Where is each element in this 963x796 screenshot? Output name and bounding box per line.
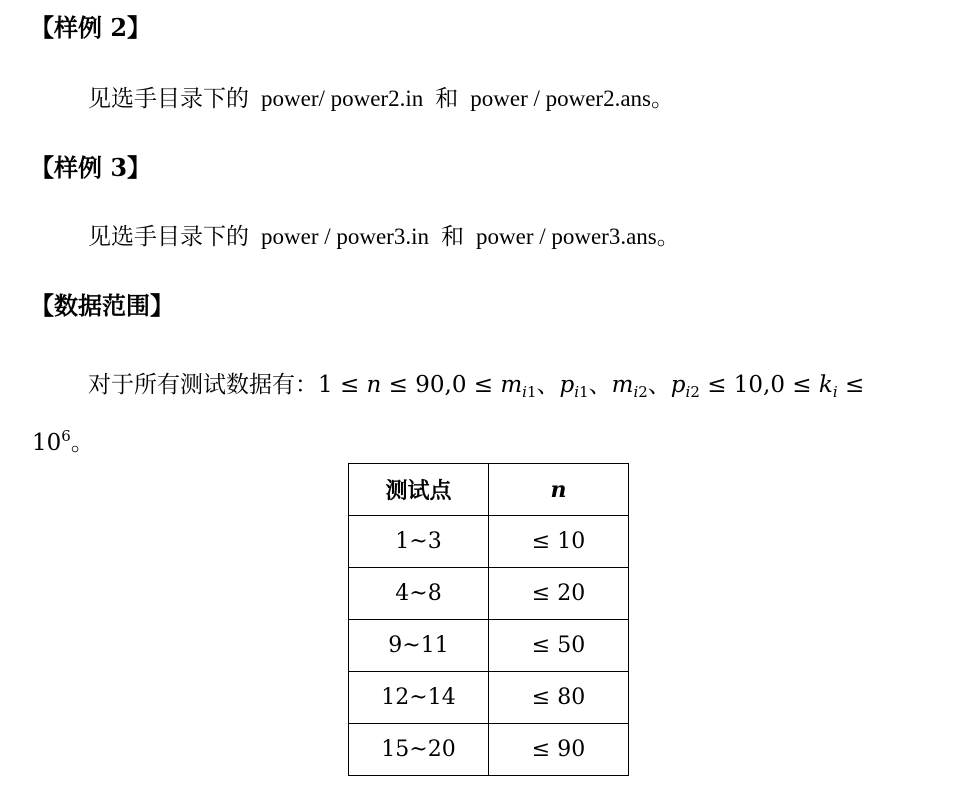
test-range-table <box>348 463 629 776</box>
sample-3-heading: 【样例 3】 <box>30 153 152 182</box>
sample-2-text <box>88 80 674 113</box>
cell-cases: 15~20 <box>349 724 489 776</box>
cell-bound: ≤ 80 <box>489 672 629 724</box>
constraints-formula-continued: $10^6$。 <box>32 427 94 456</box>
cell-cases: 1~3 <box>349 516 489 568</box>
sample-2-input-file: power/ power2.in <box>261 86 424 111</box>
data-range-constraints <box>88 366 864 399</box>
table-row <box>349 620 629 672</box>
sample-3-text <box>88 218 680 251</box>
table-row <box>349 568 629 620</box>
cell-bound: ≤ 90 <box>489 724 629 776</box>
constraints-tail: 。 <box>70 430 94 456</box>
sample-3-answer-file: power / power3.ans。 <box>476 224 680 249</box>
sample-3-prefix: 见选手目录下的 <box>88 224 249 249</box>
data-range-heading: 【数据范围】 <box>30 291 174 320</box>
sample-2-conj: 和 <box>435 86 459 111</box>
sample-2-prefix: 见选手目录下的 <box>88 86 249 111</box>
sample-2-heading: 【样例 2】 <box>30 13 152 42</box>
cell-bound: ≤ 10 <box>489 516 629 568</box>
cell-cases: 12~14 <box>349 672 489 724</box>
table-header-row <box>349 464 629 516</box>
cell-cases: 4~8 <box>349 568 489 620</box>
header-test-point: 测试点 <box>349 464 489 516</box>
constraints-intro: 对于所有测试数据有： <box>88 372 318 398</box>
table-row <box>349 672 629 724</box>
constraints-formula: $1 \le n \le 90,0 \le m_{i1}$、$p_{i1}$、$m_{i2}$、$p_{i2} \le 10,0 \le k_i$ ≤ <box>318 372 865 401</box>
sample-2-answer-file: power / power2.ans。 <box>470 86 675 111</box>
cell-bound: ≤ 20 <box>489 568 629 620</box>
header-n: n <box>489 464 629 516</box>
cell-bound: ≤ 50 <box>489 620 629 672</box>
sample-3-input-file: power / power3.in <box>261 224 429 249</box>
sample-3-conj: 和 <box>441 224 464 249</box>
table-row <box>349 724 629 776</box>
cell-cases: 9~11 <box>349 620 489 672</box>
table-row <box>349 516 629 568</box>
